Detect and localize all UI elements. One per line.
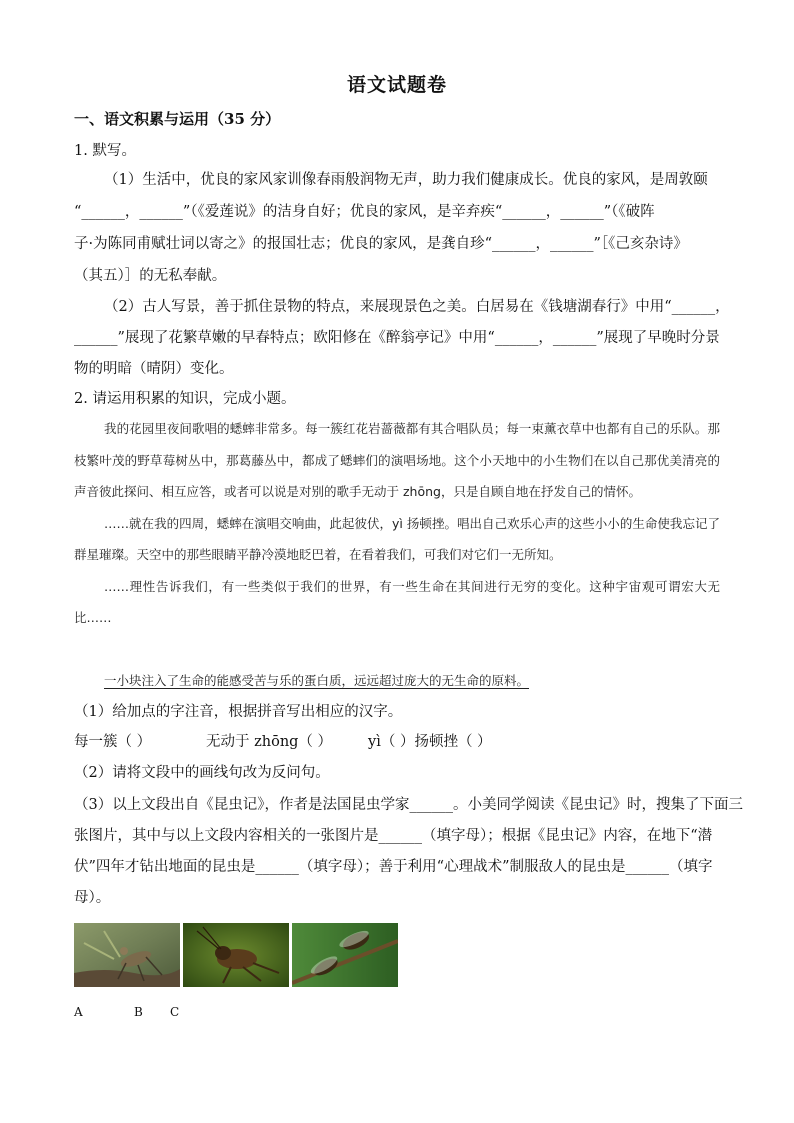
passage-paragraph: ……就在我的四周，蟋蟀在演唱交响曲，此起彼伏，yì 扬顿挫。唱出自己欢乐心声的这些小小的生命使我忘记了群星璀璨。天空中的那些眼睛平静冷漠地眨巴着，在看着我们，可我们对它们一无所知。	[74, 515, 720, 562]
cicada-image	[292, 923, 398, 987]
q1-para2-line: 物的明暗（晴阴）变化。	[74, 361, 234, 377]
passage-paragraph: 我的花园里夜间歌唱的蟋蟀非常多。每一簇红花岩蔷薇都有其合唱队员；每一束薰衣草中也都有自己的乐队。那枝繁叶茂的野草莓树丛中，那葛藤丛中，都成了蟋蟀们的演唱场地。这个小天地中的小生物们在以自己那优美清亮的声音彼此探问、相互应答，或者可以说是对别的歌手无动于 zhōng，只是自顾自地在抒发自己的情怀。	[74, 421, 720, 499]
q1-para2-line: （2）古人写景，善于抓住景物的特点，来展现景色之美。白居易在《钱塘湖春行》中用“______，	[104, 299, 730, 315]
sub-question-2: （2）请将文段中的画线句改为反问句。	[74, 765, 330, 781]
pinyin-blank: 无动于 zhōng（ ）	[206, 734, 333, 750]
photo-label-a: A	[74, 1005, 83, 1019]
q1-para1-line: （1）生活中，优良的家风家训像春雨般润物无声，助力我们健康成长。优良的家风，是周敦颐	[104, 172, 708, 188]
sub-question-3-line: （3）以上文段出自《昆虫记》，作者是法国昆虫学家______。小美同学阅读《昆虫记》时，搜集了下面三	[74, 797, 743, 813]
q1-para1-line: 子·为陈同甫赋壮词以寄之》的报国壮志；优良的家风，是龚自珍“______，______”［《己亥杂诗》	[74, 236, 688, 252]
q1-para1-line: （其五）］的无私奉献。	[74, 268, 227, 284]
photo-cicada	[292, 923, 398, 987]
photo-label-b: B	[134, 1005, 143, 1019]
photo-mantis	[74, 923, 180, 987]
pinyin-blank: yì（ ）扬顿挫（ ）	[368, 734, 492, 750]
section-heading: 一、语文积累与运用（35 分）	[74, 110, 281, 128]
reading-passage	[74, 413, 720, 634]
photo-label-c: C	[170, 1005, 180, 1019]
passage-paragraph: ……理性告诉我们，有一些类似于我们的世界，有一些生命在其间进行无穷的变化。这种宇宙观可谓宏大无比……	[74, 578, 720, 625]
sub-question-3-line: 张图片，其中与以上文段内容相关的一张图片是______（填字母）；根据《昆虫记》内容，在地下“潜	[74, 828, 713, 844]
underlined-sentence: 一小块注入了生命的能感受苦与乐的蛋白质，远远超过庞大的无生命的原料。	[104, 673, 530, 688]
cricket-image	[183, 923, 289, 987]
sub-question-3-line: 母）。	[74, 890, 111, 906]
question-2-heading: 2. 请运用积累的知识，完成小题。	[74, 391, 296, 407]
sub-question-1: （1）给加点的字注音，根据拼音写出相应的汉字。	[74, 704, 403, 720]
sub-question-3-line: 伏”四年才钻出地面的昆虫是______（填字母）；善于利用“心理战术”制服敌人的昆虫是______（填字	[74, 859, 713, 875]
question-1-heading: 1. 默写。	[74, 143, 136, 159]
photo-cricket	[183, 923, 289, 987]
q1-para2-line: ______”展现了花繁草嫩的早春特点；欧阳修在《醉翁亭记》中用“______，______”展现了早晚时分景	[74, 330, 720, 346]
mantis-image	[74, 923, 180, 987]
page-title: 语文试题卷	[346, 74, 447, 96]
pinyin-blank: 每一簇（ ）	[74, 734, 152, 750]
q1-para1-line: “______，______”（《爱莲说》的洁身自好；优良的家风，是辛弃疾“______，______”（《破阵	[74, 204, 655, 220]
